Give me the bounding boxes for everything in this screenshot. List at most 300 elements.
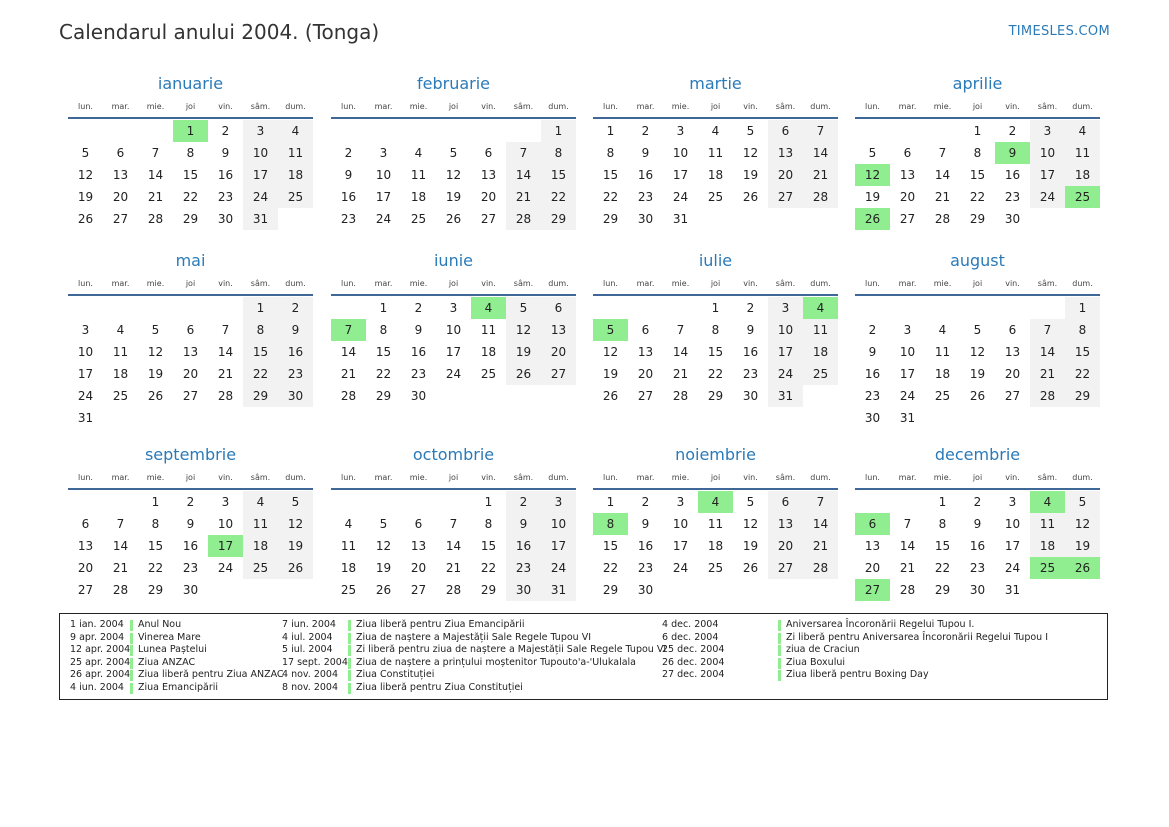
day-cell: 5 <box>81 146 90 160</box>
day-cell: 3 <box>676 495 685 509</box>
day-cell: 14 <box>217 345 234 359</box>
holiday-date: 7 iun. 2004 <box>282 619 336 630</box>
day-cell: 16 <box>182 539 199 553</box>
day-cell: 6 <box>641 323 650 337</box>
empty-cell <box>733 579 768 601</box>
month-name: martie <box>689 74 742 93</box>
weekday-label: sâm. <box>250 102 271 111</box>
day-cell: 18 <box>707 168 724 182</box>
day-cell: 22 <box>934 561 951 575</box>
weekday-label: vin. <box>743 279 758 288</box>
day-cell: 11 <box>243 513 278 535</box>
holiday-marker <box>778 658 781 669</box>
weekday-label: mar. <box>898 102 917 111</box>
weekday-label: mie. <box>671 279 690 288</box>
day-cell: 6 <box>414 517 423 531</box>
day-cell: 23 <box>864 389 881 403</box>
day-cell: 8 <box>151 517 160 531</box>
empty-cell <box>663 579 698 601</box>
day-cell: 30 <box>864 411 881 425</box>
weekday-header <box>855 276 1100 292</box>
day-cell: 9 <box>973 517 982 531</box>
day-cell: 19 <box>1065 535 1100 557</box>
empty-cell <box>278 208 313 230</box>
day-cell: 15 <box>969 168 986 182</box>
weekday-label: dum. <box>1072 102 1093 111</box>
day-cell: 1 <box>606 124 615 138</box>
month-name: iunie <box>433 251 473 270</box>
day-cell: 13 <box>1004 345 1021 359</box>
day-cell: 9 <box>641 146 650 160</box>
weekday-label: vin. <box>743 473 758 482</box>
day-cell: 24 <box>217 561 234 575</box>
day-cell: 27 <box>855 579 890 601</box>
month-noiembrie <box>593 444 838 601</box>
day-cell: 4 <box>414 146 423 160</box>
month-name: septembrie <box>144 445 237 464</box>
day-cell: 14 <box>1030 341 1065 363</box>
day-cell: 10 <box>899 345 916 359</box>
empty-cell <box>803 579 838 601</box>
weekday-label: sâm. <box>775 473 796 482</box>
weekday-label: lun. <box>603 473 618 482</box>
day-cell: 16 <box>864 367 881 381</box>
day-cell: 26 <box>855 208 890 230</box>
weekday-label: vin. <box>218 279 233 288</box>
weekday-header <box>855 99 1100 115</box>
day-cell: 15 <box>182 168 199 182</box>
day-cell: 24 <box>445 367 462 381</box>
day-cell: 30 <box>217 212 234 226</box>
day-cell: 11 <box>410 168 427 182</box>
day-cell: 3 <box>676 124 685 138</box>
day-cell: 9 <box>746 323 755 337</box>
site-link[interactable]: TIMESLES.COM <box>1008 24 1110 39</box>
weekday-header <box>331 470 576 486</box>
day-cell: 15 <box>602 168 619 182</box>
day-cell: 11 <box>1065 142 1100 164</box>
holiday-date: 4 nov. 2004 <box>282 669 338 680</box>
holiday-date: 9 apr. 2004 <box>70 631 125 643</box>
weekday-label: mie. <box>671 473 690 482</box>
weekday-header <box>331 99 576 115</box>
weekday-label: mie. <box>933 102 952 111</box>
month-name: august <box>950 251 1005 270</box>
day-cell: 22 <box>969 190 986 204</box>
day-cell: 2 <box>868 323 877 337</box>
day-cell: 18 <box>934 367 951 381</box>
empty-cell <box>436 120 471 142</box>
weekday-header <box>68 470 313 486</box>
day-cell: 10 <box>243 142 278 164</box>
day-cell: 28 <box>934 212 951 226</box>
empty-cell <box>890 297 925 319</box>
month-februarie <box>331 73 576 230</box>
day-cell: 5 <box>379 517 388 531</box>
day-cell: 3 <box>541 491 576 513</box>
weekday-label: mie. <box>409 102 428 111</box>
empty-cell <box>855 491 890 513</box>
day-cell: 18 <box>410 190 427 204</box>
day-cell: 20 <box>864 561 881 575</box>
day-cell: 12 <box>375 539 392 553</box>
day-cell: 26 <box>602 389 619 403</box>
day-cell: 17 <box>899 367 916 381</box>
holiday-name: Ziua liberă pentru Ziua ANZAC <box>138 669 284 680</box>
day-cell: 6 <box>855 513 890 535</box>
day-cell: 9 <box>506 513 541 535</box>
empty-cell <box>1030 208 1065 230</box>
empty-cell <box>768 208 803 230</box>
empty-cell <box>663 297 698 319</box>
day-cell: 30 <box>637 583 654 597</box>
header-rule <box>855 117 1100 119</box>
day-cell: 17 <box>541 535 576 557</box>
day-cell: 7 <box>938 146 947 160</box>
holiday-name: Ziua Constituției <box>356 669 435 680</box>
day-cell: 14 <box>340 345 357 359</box>
holiday-name: Ziua liberă pentru Ziua Emancipării <box>356 619 525 630</box>
day-cell: 19 <box>742 539 759 553</box>
day-cell: 7 <box>221 323 230 337</box>
weekday-label: mar. <box>636 102 655 111</box>
day-cell: 10 <box>445 323 462 337</box>
weekday-label: mar. <box>374 473 393 482</box>
day-cell: 12 <box>602 345 619 359</box>
day-cell: 1 <box>711 301 720 315</box>
empty-cell <box>855 120 890 142</box>
day-cell: 3 <box>449 301 458 315</box>
day-cell: 8 <box>606 146 615 160</box>
weekday-label: joi <box>448 102 459 111</box>
day-cell: 26 <box>375 583 392 597</box>
empty-cell <box>366 491 401 513</box>
day-cell: 6 <box>81 517 90 531</box>
empty-cell <box>733 208 768 230</box>
day-cell: 12 <box>147 345 164 359</box>
weekday-label: vin. <box>218 102 233 111</box>
holiday-name: Ziua liberă pentru Boxing Day <box>786 669 929 680</box>
day-cell: 1 <box>151 495 160 509</box>
weekday-label: joi <box>448 473 459 482</box>
days-grid <box>331 491 576 601</box>
day-cell: 29 <box>375 389 392 403</box>
day-cell: 12 <box>506 319 541 341</box>
day-cell: 22 <box>541 186 576 208</box>
empty-cell <box>1065 208 1100 230</box>
day-cell: 28 <box>112 583 129 597</box>
holiday-date: 26 apr. 2004 <box>70 669 131 680</box>
day-cell: 9 <box>278 319 313 341</box>
day-cell: 25 <box>278 186 313 208</box>
day-cell: 21 <box>147 190 164 204</box>
day-cell: 8 <box>593 513 628 535</box>
day-cell: 27 <box>768 557 803 579</box>
empty-cell <box>68 297 103 319</box>
day-cell: 20 <box>768 535 803 557</box>
empty-cell <box>208 297 243 319</box>
weekday-label: dum. <box>285 473 306 482</box>
empty-cell <box>103 407 138 429</box>
weekday-label: mie. <box>146 473 165 482</box>
day-cell: 1 <box>606 495 615 509</box>
day-cell: 13 <box>899 168 916 182</box>
day-cell: 29 <box>243 385 278 407</box>
day-cell: 13 <box>410 539 427 553</box>
day-cell: 22 <box>602 190 619 204</box>
weekday-label: joi <box>972 473 983 482</box>
day-cell: 23 <box>1004 190 1021 204</box>
day-cell: 27 <box>182 389 199 403</box>
day-cell: 7 <box>449 517 458 531</box>
day-cell: 7 <box>803 120 838 142</box>
days-grid <box>855 297 1100 429</box>
day-cell: 12 <box>855 164 890 186</box>
day-cell: 1 <box>973 124 982 138</box>
day-cell: 22 <box>182 190 199 204</box>
holiday-name: Ziua liberă pentru Ziua Constituției <box>356 681 523 693</box>
day-cell: 16 <box>217 168 234 182</box>
day-cell: 11 <box>934 345 951 359</box>
day-cell: 20 <box>768 164 803 186</box>
weekday-label: sâm. <box>250 279 271 288</box>
holiday-marker <box>348 645 351 656</box>
header-rule <box>68 117 313 119</box>
empty-cell <box>138 120 173 142</box>
day-cell: 22 <box>707 367 724 381</box>
day-cell: 25 <box>1065 186 1100 208</box>
day-cell: 2 <box>973 495 982 509</box>
day-cell: 20 <box>1004 367 1021 381</box>
day-cell: 17 <box>445 345 462 359</box>
day-cell: 5 <box>973 323 982 337</box>
day-cell: 8 <box>243 319 278 341</box>
empty-cell <box>138 407 173 429</box>
day-cell: 10 <box>768 319 803 341</box>
header-rule <box>331 488 576 490</box>
day-cell: 4 <box>243 491 278 513</box>
day-cell: 24 <box>243 186 278 208</box>
empty-cell <box>138 297 173 319</box>
day-cell: 26 <box>969 389 986 403</box>
day-cell: 2 <box>1008 124 1017 138</box>
day-cell: 14 <box>506 164 541 186</box>
month-aprilie <box>855 73 1100 230</box>
day-cell: 22 <box>1065 363 1100 385</box>
day-cell: 19 <box>147 367 164 381</box>
weekday-label: lun. <box>865 279 880 288</box>
day-cell: 26 <box>77 212 94 226</box>
weekday-label: mie. <box>146 279 165 288</box>
header-rule <box>593 488 838 490</box>
empty-cell <box>925 120 960 142</box>
days-grid <box>593 120 838 230</box>
holiday-marker <box>348 670 351 681</box>
day-cell: 21 <box>803 535 838 557</box>
day-cell: 23 <box>969 561 986 575</box>
day-cell: 26 <box>1065 557 1100 579</box>
weekday-label: mar. <box>111 102 130 111</box>
day-cell: 17 <box>77 367 94 381</box>
weekday-label: mie. <box>409 473 428 482</box>
day-cell: 29 <box>541 208 576 230</box>
day-cell: 4 <box>1030 491 1065 513</box>
day-cell: 11 <box>1030 513 1065 535</box>
holiday-date: 26 dec. 2004 <box>662 656 725 668</box>
holiday-list <box>59 613 1108 700</box>
empty-cell <box>401 120 436 142</box>
holiday-name: Zi liberă pentru ziua de naștere a Majestății Sale Regele Tupou VI <box>356 644 667 655</box>
day-cell: 4 <box>278 120 313 142</box>
weekday-label: vin. <box>1005 102 1020 111</box>
day-cell: 3 <box>1030 120 1065 142</box>
empty-cell <box>366 120 401 142</box>
weekday-label: lun. <box>78 279 93 288</box>
weekday-label: joi <box>185 102 196 111</box>
empty-cell <box>628 297 663 319</box>
day-cell: 16 <box>506 535 541 557</box>
weekday-header <box>855 470 1100 486</box>
day-cell: 4 <box>711 124 720 138</box>
day-cell: 29 <box>969 212 986 226</box>
day-cell: 2 <box>221 124 230 138</box>
day-cell: 25 <box>243 557 278 579</box>
day-cell: 30 <box>506 579 541 601</box>
day-cell: 22 <box>147 561 164 575</box>
empty-cell <box>995 407 1030 429</box>
day-cell: 9 <box>344 168 353 182</box>
weekday-header <box>593 276 838 292</box>
day-cell: 7 <box>803 491 838 513</box>
day-cell: 5 <box>593 319 628 341</box>
empty-cell <box>698 579 733 601</box>
day-cell: 15 <box>934 539 951 553</box>
header-rule <box>331 117 576 119</box>
weekday-label: mar. <box>111 279 130 288</box>
day-cell: 24 <box>77 389 94 403</box>
day-cell: 21 <box>340 367 357 381</box>
day-cell: 26 <box>278 557 313 579</box>
empty-cell <box>541 385 576 407</box>
day-cell: 3 <box>221 495 230 509</box>
weekday-label: mar. <box>898 473 917 482</box>
holiday-date: 25 dec. 2004 <box>662 644 725 655</box>
month-name: octombrie <box>412 445 495 464</box>
day-cell: 6 <box>484 146 493 160</box>
day-cell: 23 <box>340 212 357 226</box>
day-cell: 24 <box>1030 186 1065 208</box>
weekday-label: vin. <box>481 279 496 288</box>
holiday-date: 17 sept. 2004 <box>282 656 348 668</box>
days-grid <box>855 491 1100 601</box>
empty-cell <box>698 208 733 230</box>
weekday-label: lun. <box>341 473 356 482</box>
day-cell: 23 <box>637 190 654 204</box>
day-cell: 23 <box>742 367 759 381</box>
day-cell: 17 <box>208 535 243 557</box>
day-cell: 3 <box>243 120 278 142</box>
header-rule <box>593 294 838 296</box>
day-cell: 3 <box>768 297 803 319</box>
day-cell: 27 <box>541 363 576 385</box>
weekday-label: sâm. <box>775 102 796 111</box>
day-cell: 21 <box>445 561 462 575</box>
weekday-label: lun. <box>603 279 618 288</box>
day-cell: 27 <box>77 583 94 597</box>
day-cell: 1 <box>541 120 576 142</box>
day-cell: 7 <box>506 142 541 164</box>
weekday-label: sâm. <box>250 473 271 482</box>
holiday-marker <box>778 620 781 631</box>
day-cell: 28 <box>445 583 462 597</box>
month-martie <box>593 73 838 230</box>
day-cell: 29 <box>602 212 619 226</box>
weekday-label: joi <box>448 279 459 288</box>
empty-cell <box>925 297 960 319</box>
header-rule <box>331 294 576 296</box>
days-grid <box>593 297 838 407</box>
day-cell: 16 <box>278 341 313 363</box>
holiday-name: Aniversarea Încoronării Regelui Tupou I. <box>786 619 975 630</box>
day-cell: 22 <box>602 561 619 575</box>
weekday-label: dum. <box>548 279 569 288</box>
day-cell: 20 <box>112 190 129 204</box>
weekday-label: mar. <box>636 473 655 482</box>
holiday-marker <box>130 645 133 656</box>
day-cell: 17 <box>1030 164 1065 186</box>
day-cell: 7 <box>676 323 685 337</box>
day-cell: 13 <box>77 539 94 553</box>
holiday-name: Ziua de naștere a Majestății Sale Regele Tupou VI <box>356 631 592 643</box>
day-cell: 29 <box>1065 385 1100 407</box>
empty-cell <box>803 385 838 407</box>
weekday-label: mie. <box>146 102 165 111</box>
empty-cell <box>1065 579 1100 601</box>
day-cell: 21 <box>899 561 916 575</box>
holiday-date: 25 apr. 2004 <box>70 656 131 668</box>
day-cell: 8 <box>379 323 388 337</box>
empty-cell <box>768 579 803 601</box>
day-cell: 6 <box>903 146 912 160</box>
day-cell: 2 <box>641 495 650 509</box>
day-cell: 26 <box>742 190 759 204</box>
day-cell: 9 <box>868 345 877 359</box>
day-cell: 30 <box>1004 212 1021 226</box>
empty-cell <box>243 579 278 601</box>
day-cell: 9 <box>641 517 650 531</box>
day-cell: 1 <box>484 495 493 509</box>
day-cell: 29 <box>480 583 497 597</box>
day-cell: 30 <box>182 583 199 597</box>
day-cell: 8 <box>1065 319 1100 341</box>
weekday-label: joi <box>972 279 983 288</box>
day-cell: 13 <box>182 345 199 359</box>
day-cell: 25 <box>934 389 951 403</box>
header-rule <box>855 488 1100 490</box>
day-cell: 24 <box>1004 561 1021 575</box>
day-cell: 6 <box>186 323 195 337</box>
empty-cell <box>208 579 243 601</box>
month-iunie <box>331 250 576 407</box>
month-name: aprilie <box>952 74 1003 93</box>
weekday-label: dum. <box>548 102 569 111</box>
day-cell: 9 <box>414 323 423 337</box>
day-cell: 4 <box>116 323 125 337</box>
day-cell: 17 <box>375 190 392 204</box>
day-cell: 2 <box>746 301 755 315</box>
holiday-marker <box>130 658 133 669</box>
day-cell: 4 <box>1065 120 1100 142</box>
